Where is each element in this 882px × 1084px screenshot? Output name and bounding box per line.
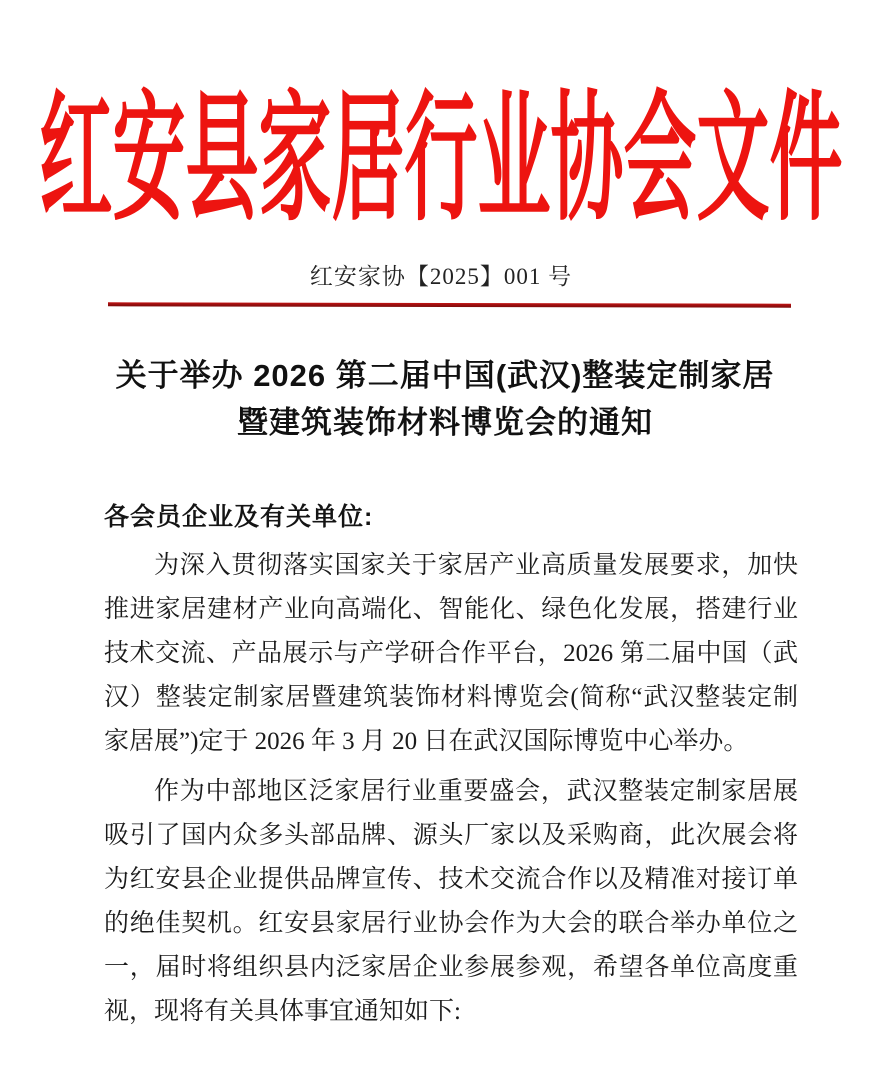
notice-title [90,352,800,446]
body-paragraph-2: 作为中部地区泛家居行业重要盛会，武汉整装定制家居展吸引了国内众多头部品牌、源头厂家以及采购商，此次展会将为红安县企业提供品牌宣传、技术交流合作以及精准对接订单的绝佳契机。红安县家居行业协会作为大会的联合举办单位之一，届时将组织县内泛家居企业参展参观，希望各单位高度重视，现将有关具体事宜通知如下: [104,778,798,1025]
association-masthead-title: 红安县家居行业协会文件 [39,82,843,238]
salutation-line: 各会员企业及有关单位: [104,503,374,531]
red-divider-rule [108,302,791,307]
body-paragraph-1: 为深入贯彻落实国家关于家居产业高质量发展要求，加快推进家居建材产业向高端化、智能化、绿色化发展，搭建行业技术交流、产品展示与产学研合作平台，2026 第二届中国（武汉）整装定制家居暨建筑装饰材料博览会(简称“武汉整装定制家居展”)定于 2026 年 3 月 20 日在武汉国际博览中心举办。 [104,552,798,755]
notice-title-line2: 暨建筑装饰材料博览会的通知 [237,405,653,440]
notice-title-line1: 关于举办 2026 第二届中国(武汉)整装定制家居 [115,358,775,393]
document-reference-number: 红安家协【2025】001 号 [309,264,573,289]
document-body [104,502,798,1034]
